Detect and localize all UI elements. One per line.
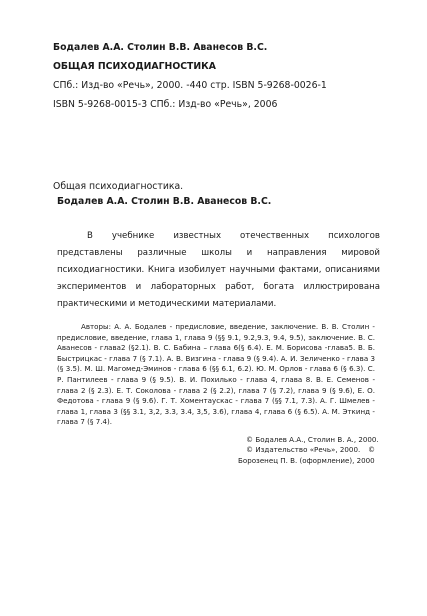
copyright-line-3: Борозенец П. В. (оформление), 2000 bbox=[238, 456, 375, 465]
book-authors: Бодалев А.А. Столин В.В. Аванесов В.С. bbox=[57, 196, 272, 207]
copyright-line-2: © Издательство «Речь», 2000. bbox=[246, 445, 361, 454]
book-title: Общая психодиагностика. bbox=[53, 181, 184, 192]
authors-note: Авторы: А. А. Бодалев - предисловие, введение, заключение. В. В. Столин - предисловие, введение, глава 1, глава 9 (§§ 9.1, 9.2,9.3, 9.4, 9.5), заключение. В. С. Аванесов - глава2 (§2.1). В. С. Бабина – глава 6(§ 6.4). Е. М. Борисова -глава5. В. Б. Быстрицкас - глава 7 (§ 7.1). А. В. Визгина - глава 9 (§ 9.4). А. И. Зеличенко - глава 3 (§ 3.5). М. Ш. Магомед-Эминов - глава 6 (§§ 6.1, 6.2). Ю. М. Орлов - глава 6 (§ 6.3). С. Р. Пантилеев - глава 9 (§ 9.5). В. И. Похилько - глава 4, глава 8. В. Е. Семенов - глава 2 (§ 2.3). Е. Т. Соколова - глава 2 (§ 2.2), глава 7 (§ 7.2), глава 9 (§ 9.6), Е. О. Федотова - глава 9 (§ 9.6). Г. Т. Хоментаускас - глава 7 (§§ 7.1, 7.3). А. Г. Шмелев - глава 1, глава 3 (§§ 3.1, 3,2, 3.3, 3.4, 3,5, 3.6), глава 4, глава 6 (§ 6.5). А. М. Эткинд - глава 7 (§ 7.4). bbox=[57, 322, 375, 427]
imprint-line-1: СПб.: Изд-во «Речь», 2000. -440 стр. ISBN 5-9268-0026-1 bbox=[53, 80, 327, 91]
header-title: ОБЩАЯ ПСИХОДИАГНОСТИКА bbox=[53, 61, 216, 72]
copyright-line-1: © Бодалев А.А., Столин В. А., 2000. bbox=[246, 435, 379, 444]
abstract-paragraph: В учебнике известных отечественных психологов представлены различные школы и направления мировой психодиагностики. Книга изобилует научными фактами, описаниями экспериментов и лабораторных работ, богата иллюстрирована практическими и методическими материалами. bbox=[57, 231, 380, 309]
imprint-line-2: ISBN 5-9268-0015-3 СПб.: Изд-во «Речь», 2006 bbox=[53, 99, 278, 110]
header-authors: Бодалев А.А. Столин В.В. Аванесов В.С. bbox=[53, 42, 268, 53]
copyright-symbol: © bbox=[368, 445, 376, 454]
